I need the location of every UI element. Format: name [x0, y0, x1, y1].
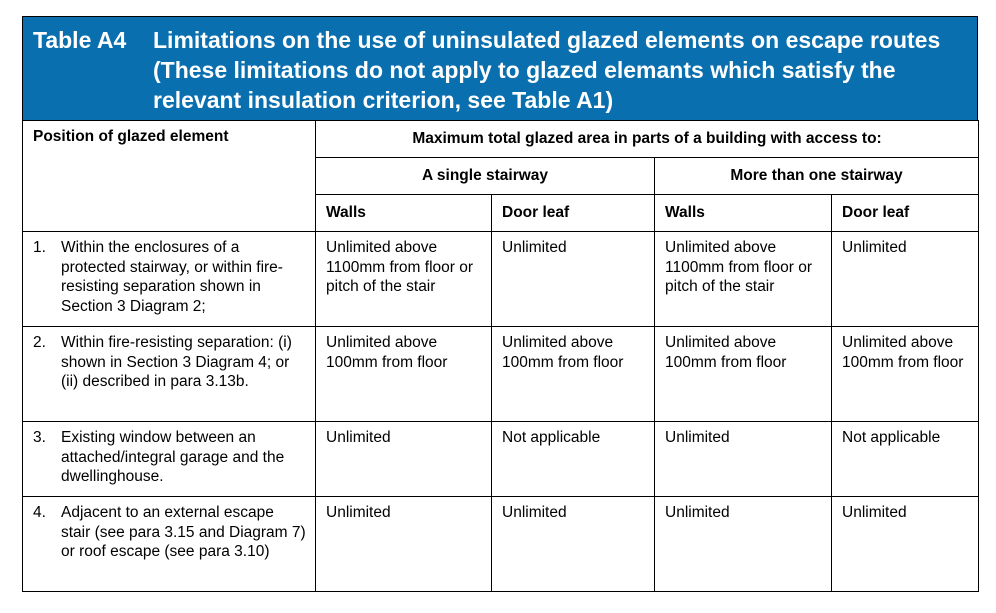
cell-multi-walls: Unlimited [655, 497, 832, 592]
cell-single-walls: Unlimited above 100mm from floor [316, 327, 492, 422]
row-position-cell [23, 232, 316, 327]
table-row [23, 232, 979, 327]
table-title-bar [22, 16, 978, 120]
cell-single-door: Unlimited [492, 497, 655, 592]
header-position: Position of glazed element [23, 121, 316, 232]
cell-multi-walls: Unlimited above 1100mm from floor or pitch of the stair [655, 232, 832, 327]
header-door-leaf-multi: Door leaf [832, 195, 979, 232]
cell-multi-walls: Unlimited [655, 422, 832, 497]
cell-multi-door: Not applicable [832, 422, 979, 497]
cell-multi-door: Unlimited [832, 232, 979, 327]
cell-single-door: Not applicable [492, 422, 655, 497]
row-position-cell [23, 422, 316, 497]
cell-single-door: Unlimited [492, 232, 655, 327]
table-row [23, 497, 979, 592]
header-walls-multi: Walls [655, 195, 832, 232]
row-position-text: Within the enclosures of a protected stairway, or within fire-resisting separation shown in Section 3 Diagram 2; [61, 239, 283, 315]
cell-single-door: Unlimited above 100mm from floor [492, 327, 655, 422]
cell-single-walls: Unlimited [316, 422, 492, 497]
cell-multi-door: Unlimited above 100mm from floor [832, 327, 979, 422]
table-row [23, 422, 979, 497]
row-position-cell [23, 497, 316, 592]
row-number: 4. [33, 504, 46, 521]
row-number: 1. [33, 239, 46, 256]
table-number: Table A4 [33, 27, 127, 53]
row-position-text: Existing window between an attached/integral garage and the dwellinghouse. [61, 429, 285, 485]
header-more-than-one-stairway: More than one stairway [655, 158, 979, 195]
table-container [22, 16, 978, 592]
table-row [23, 327, 979, 422]
header-row-1 [23, 121, 979, 158]
cell-single-walls: Unlimited above 1100mm from floor or pitch of the stair [316, 232, 492, 327]
cell-multi-door: Unlimited [832, 497, 979, 592]
table-title: Limitations on the use of uninsulated glazed elements on escape routes (These limitations do not apply to glazed elemants which satisfy the relevant insulation criterion, see Table A1) [153, 27, 941, 113]
row-position-text: Adjacent to an external escape stair (see para 3.15 and Diagram 7) or roof escape (see para 3.10) [61, 504, 306, 560]
cell-single-walls: Unlimited [316, 497, 492, 592]
row-position-cell [23, 327, 316, 422]
limitations-table [22, 120, 979, 592]
row-position-line-2: (ii) described in para 3.13b. [61, 373, 249, 390]
header-max-area: Maximum total glazed area in parts of a building with access to: [316, 121, 979, 158]
header-door-leaf-single: Door leaf [492, 195, 655, 232]
row-number: 3. [33, 429, 46, 446]
header-single-stairway: A single stairway [316, 158, 655, 195]
header-walls-single: Walls [316, 195, 492, 232]
row-number: 2. [33, 334, 46, 351]
cell-multi-walls: Unlimited above 100mm from floor [655, 327, 832, 422]
row-position-text [61, 333, 307, 392]
row-position-line-1: Within fire-resisting separation: (i) shown in Section 3 Diagram 4; or [61, 334, 292, 371]
